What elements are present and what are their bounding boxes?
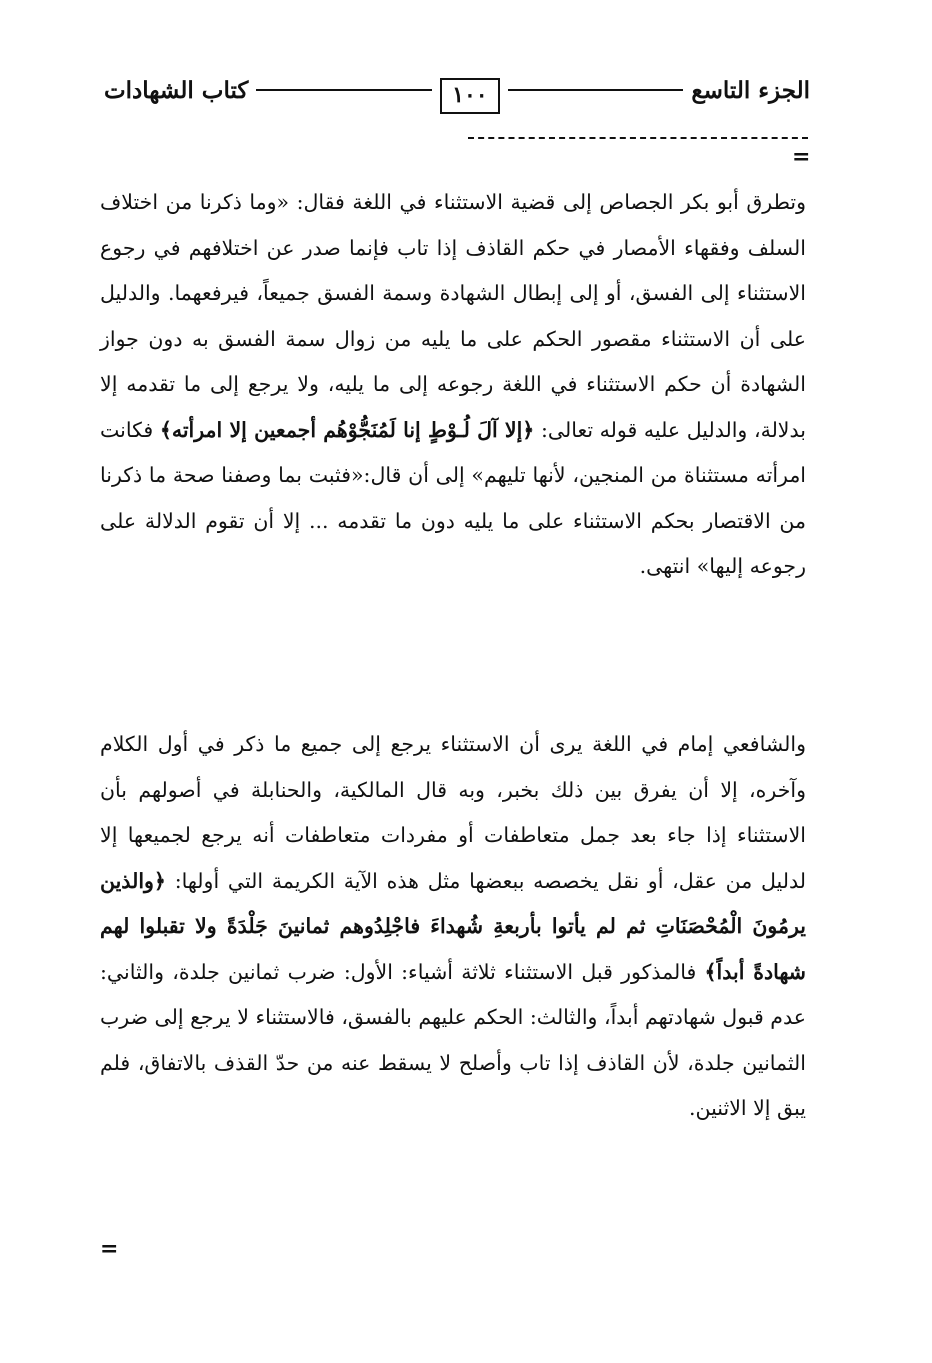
paragraph-1 (100, 180, 806, 590)
paragraph-2-text-b: فالمذكور قبل الاستثناء ثلاثة أشياء: الأول: ضرب ثمانين جلدة، والثاني: عدم قبول شهادتهم أبداً، والثالث: الحكم عليهم بالفسق، فالاستثناء لا يرجع إلى ضرب الثمانين جلدة، لأن القاذف إذا تاب وأصلح لا يسقط عنه من حدّ القذف بالاتفاق، فلم يبق إلا الاثنين. (100, 959, 806, 1120)
header-rule-right (508, 89, 684, 91)
page-number: ١٠٠ (440, 78, 499, 114)
dashed-separator (468, 137, 808, 139)
volume-title: الجزء التاسع (691, 76, 810, 104)
quran-verse-2: ﴿والذين يرمُونَ الْمُحْصَنَاتِ ثم لم يأتوا بأربعةِ شُهداءَ فاجْلِدُوهم ثمانينَ جَلْدَةً ولا تقبلوا لهم شهادةً أبداً﴾ (100, 868, 806, 984)
top-equal-mark: = (792, 144, 811, 170)
paragraph-2 (100, 722, 806, 1132)
book-title: كتاب الشهادات (103, 76, 249, 104)
paragraph-1-text-a: وتطرق أبو بكر الجصاص إلى قضية الاستثناء في اللغة فقال: «وما ذكرنا من اختلاف السلف وفقهاء الأمصار في حكم القاذف إذا تاب فإنما صدر عن اختلافهم في رجوع الاستثناء إلى الفسق، أو إلى إبطال الشهادة وسمة الفسق جميعاً، فيرفعهما. والدليل على أن الاستثناء مقصور الحكم على ما يليه من زوال سمة الفسق به دون جواز الشهادة أن حكم الاستثناء في اللغة رجوعه إلى ما يليه، ولا يرجع إلى ما تقدمه إلا بدلالة، والدليل عليه قوله تعالى: (100, 190, 806, 442)
paragraph-2-text-a: والشافعي إمام في اللغة يرى أن الاستثناء يرجع إلى جميع ما ذكر في أول الكلام وآخره، إلا أن يفرق بين ذلك بخبر، وبه قال المالكية، والحنابلة في أصولهم بأن الاستثناء إذا جاء بعد جمل متعاطفات أو مفردات متعاطفات أنه يرجع لجميعها إلا لدليل من عقل، أو نقل يخصصه ببعضها مثل هذه الآية الكريمة التي أولها: (100, 732, 806, 893)
paragraph-1-text-b: فكانت امرأته مستثناة من المنجين، لأنها تليهم» إلى أن قال:«فثبت بما وصفنا صحة ما ذكرنا من الاقتصار بحكم الاستثناء على ما يليه دون ما تقدمه ... إلا أن تقوم الدلالة على رجوعه إليها» انتهى. (100, 417, 806, 578)
quran-verse-1: ﴿إلا آلَ لُـوْطٍ إنا لَمُنَجُّوْهُم أجمعين إلا امرأته﴾ (159, 417, 535, 442)
header-rule-left (256, 89, 432, 91)
bottom-equal-mark: = (100, 1236, 119, 1262)
page-header (104, 62, 810, 118)
